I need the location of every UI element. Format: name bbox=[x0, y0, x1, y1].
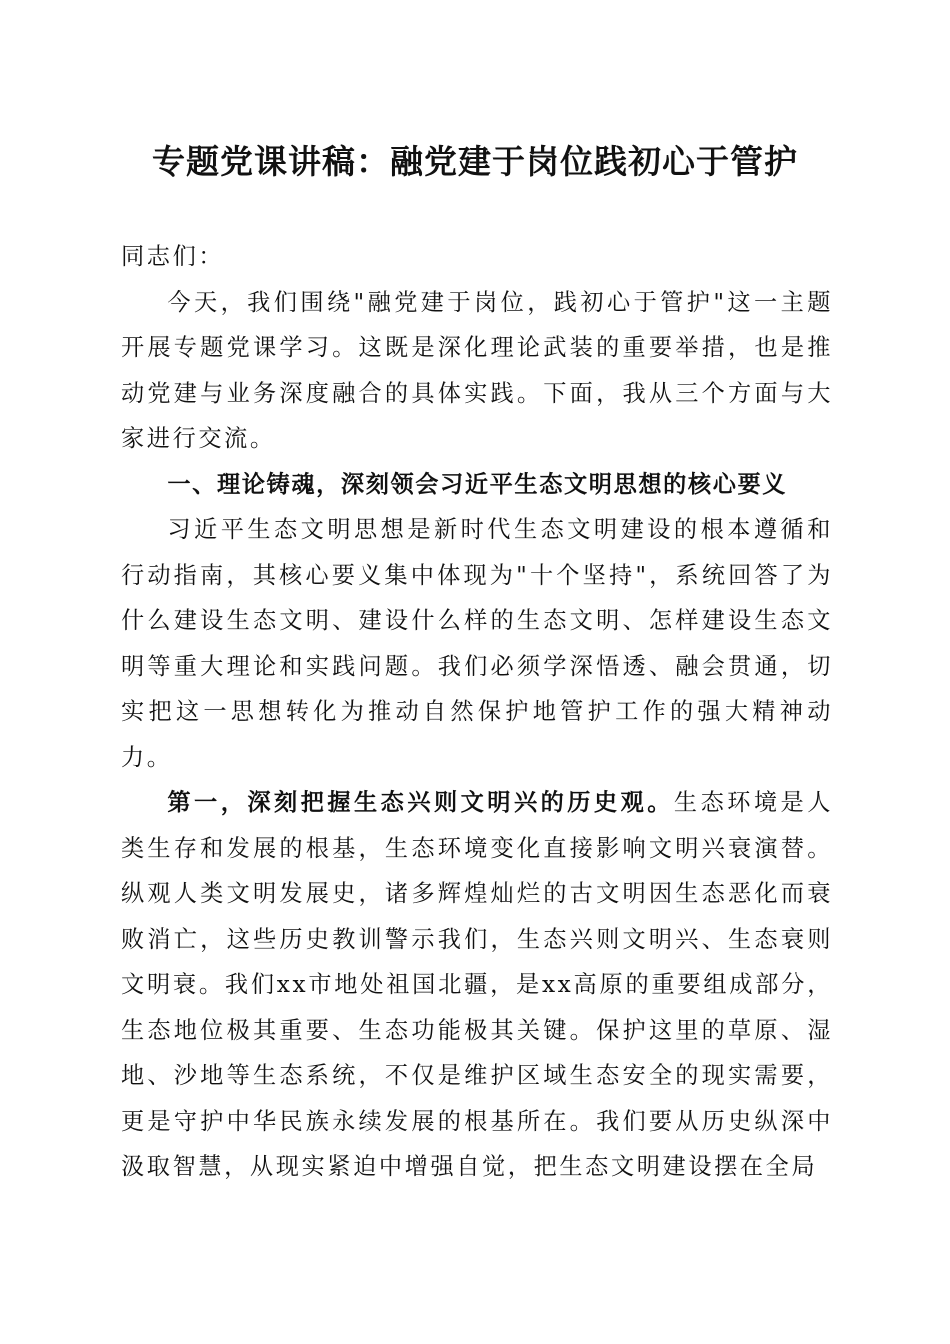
point-1-lead: 第一，深刻把握生态兴则文明兴的历史观。 bbox=[167, 789, 674, 816]
point-1-paragraph bbox=[121, 780, 833, 1190]
point-1-text: 生态环境是人类生存和发展的根基，生态环境变化直接影响文明兴衰演替。纵观人类文明发展史，诸多辉煌灿烂的古文明因生态恶化而衰败消亡，这些历史教训警示我们，生态兴则文明兴、生态衰则文明衰。我们xx市地处祖国北疆，是xx高原的重要组成部分，生态地位极其重要、生态功能极其关键。保护这里的草原、湿地、沙地等生态系统，不仅是维护区域生态安全的现实需要，更是守护中华民族永续发展的根基所在。我们要从历史纵深中汲取智慧，从现实紧迫中增强自觉，把生态文明建设摆在全局 bbox=[121, 789, 833, 1180]
salutation: 同志们： bbox=[121, 243, 225, 270]
section-heading-1: 一、理论铸魂，深刻领会习近平生态文明思想的核心要义 bbox=[167, 470, 788, 498]
document-title: 专题党课讲稿：融党建于岗位践初心于管护 bbox=[152, 142, 798, 181]
section-1-paragraph: 习近平生态文明思想是新时代生态文明建设的根本遵循和行动指南，其核心要义集中体现为"十个坚持"，系统回答了为什么建设生态文明、建设什么样的生态文明、怎样建设生态文明等重大理论和实践问题。我们必须学深悟透、融会贯通，切实把这一思想转化为推动自然保护地管护工作的强大精神动力。 bbox=[121, 516, 833, 771]
document-body bbox=[121, 234, 833, 1190]
intro-paragraph: 今天，我们围绕"融党建于岗位，践初心于管护"这一主题开展专题党课学习。这既是深化理论武装的重要举措，也是推动党建与业务深度融合的具体实践。下面，我从三个方面与大家进行交流。 bbox=[121, 288, 833, 452]
